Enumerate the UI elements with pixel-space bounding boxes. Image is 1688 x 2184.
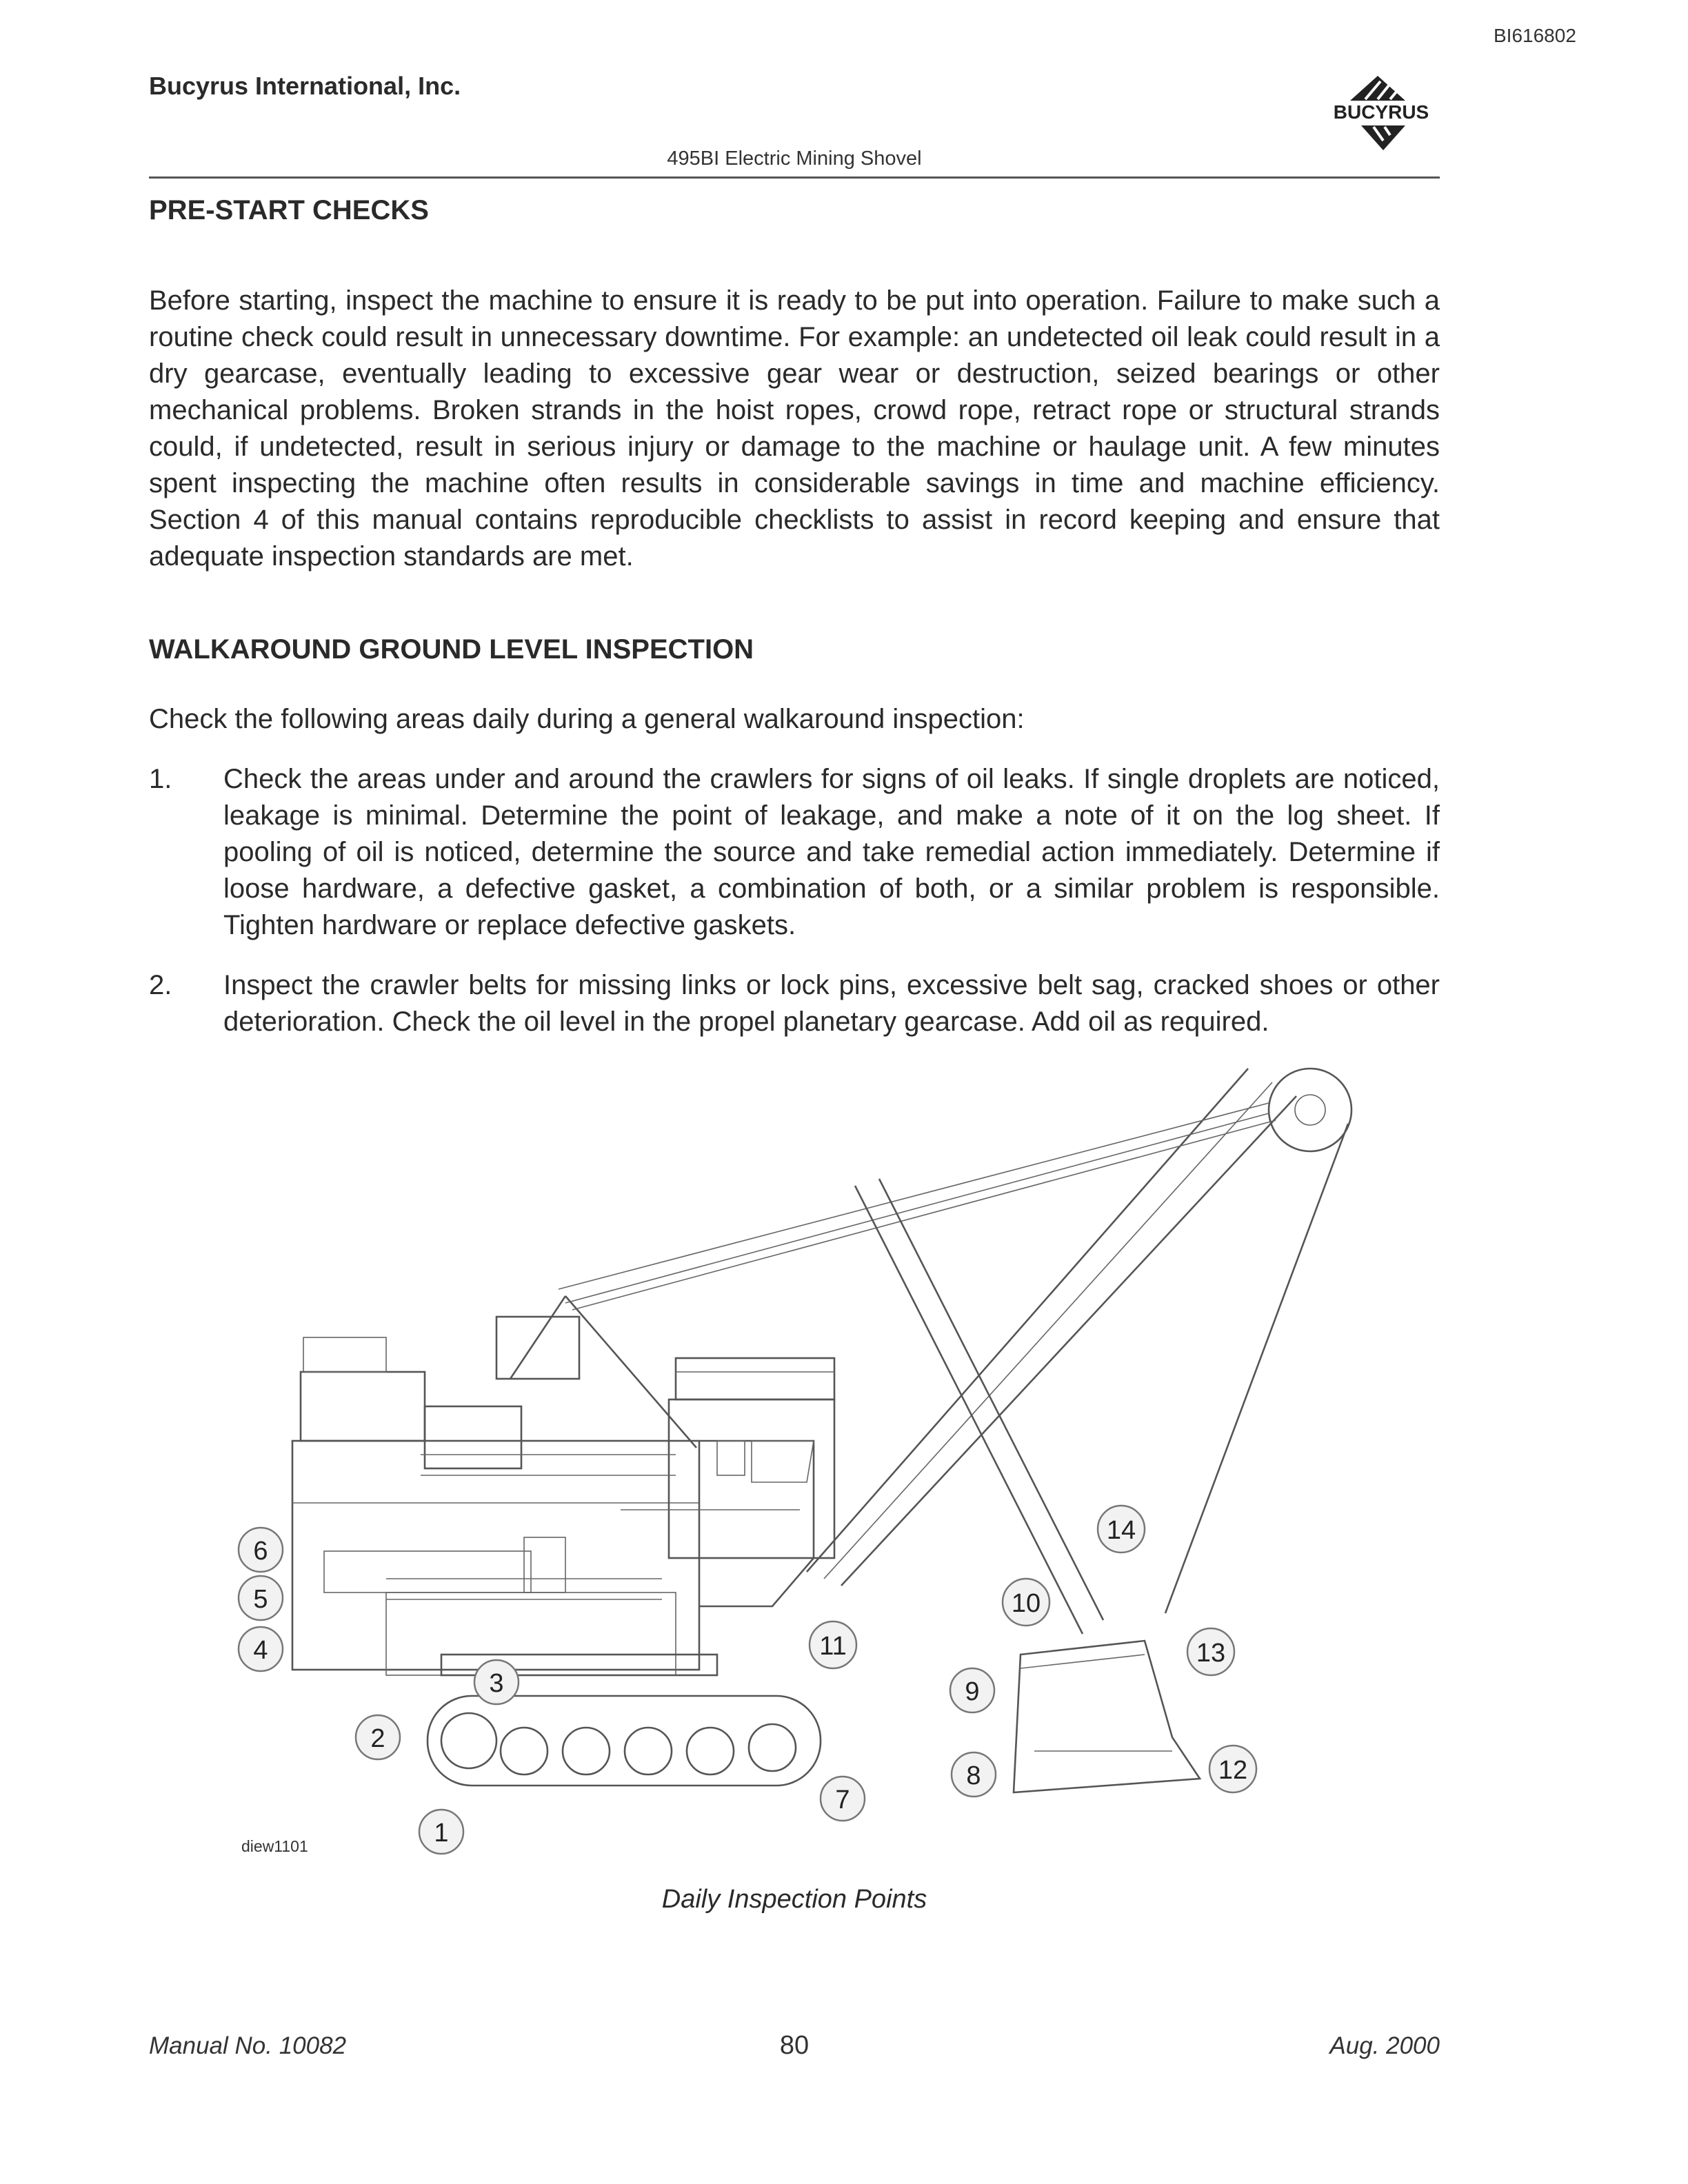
mining-shovel-diagram [207, 1055, 1393, 1868]
svg-text:11: 11 [819, 1632, 847, 1661]
callout-11 [810, 1621, 856, 1668]
callout-10 [1003, 1579, 1049, 1626]
callout-1 [419, 1810, 463, 1854]
svg-text:13: 13 [1196, 1639, 1226, 1668]
svg-text:6: 6 [253, 1537, 268, 1566]
hoist-rope [1165, 1124, 1348, 1613]
machinery-house [292, 1337, 814, 1675]
svg-text:BUCYRUS: BUCYRUS [1333, 101, 1429, 123]
publication-date: Aug. 2000 [1329, 2032, 1440, 2059]
callout-9 [950, 1668, 994, 1712]
svg-text:14: 14 [1106, 1516, 1136, 1545]
company-name: Bucyrus International, Inc. [149, 72, 461, 100]
manual-number: Manual No. 10082 [149, 2032, 347, 2059]
list-item-number: 2. [149, 970, 172, 1000]
svg-text:7: 7 [835, 1786, 850, 1814]
svg-text:2: 2 [370, 1724, 385, 1753]
gantry [496, 1296, 696, 1448]
walkaround-intro: Check the following areas daily during a general walkaround inspection: [149, 704, 1025, 734]
railings [386, 1455, 800, 1599]
callout-4 [239, 1627, 283, 1671]
callout-8 [952, 1752, 996, 1797]
svg-text:8: 8 [966, 1761, 981, 1790]
svg-text:9: 9 [965, 1677, 980, 1706]
document-id: BI616802 [1494, 25, 1576, 46]
svg-text:3: 3 [489, 1669, 504, 1698]
callout-12 [1209, 1746, 1256, 1792]
svg-text:12: 12 [1218, 1756, 1248, 1785]
operator-cab [669, 1358, 834, 1558]
callout-14 [1098, 1506, 1145, 1553]
figure-caption: Daily Inspection Points [661, 1885, 927, 1914]
page-number: 80 [779, 2031, 810, 2060]
list-item-number: 1. [149, 764, 172, 794]
callout-7 [821, 1777, 865, 1821]
dipper [1014, 1641, 1200, 1792]
list-item-text: Check the areas under and around the crawlers for signs of oil leaks. If single droplets are noticed, leakage is minimal. Determine the point of leakage, and make a note of it on the log sheet. If pooling of oil is noticed, determine the source and take remedial action immediately. Determine if loose hardware, a defective gasket, a combination of both, or a similar problem is responsible. Tighten hardware or replace defective gaskets. [223, 764, 1440, 940]
callout-13 [1187, 1628, 1234, 1675]
prestart-heading: PRE-START CHECKS [149, 195, 429, 225]
list-item-text: Inspect the crawler belts for missing links or lock pins, excessive belt sag, cracked shoes or other deterioration. Check the oil level in the propel planetary gearcase. Add oil as required. [223, 970, 1440, 1037]
callout-3 [474, 1660, 519, 1704]
svg-text:4: 4 [253, 1636, 268, 1665]
callout-2 [356, 1715, 400, 1759]
svg-text:1: 1 [434, 1819, 449, 1848]
svg-text:10: 10 [1011, 1589, 1041, 1618]
svg-text:5: 5 [253, 1585, 268, 1614]
callout-6 [239, 1528, 283, 1572]
document-subtitle: 495BI Electric Mining Shovel [667, 148, 922, 170]
suspension-ropes [559, 1103, 1276, 1310]
boom [807, 1069, 1352, 1586]
callout-5 [239, 1576, 283, 1620]
walkaround-heading: WALKAROUND GROUND LEVEL INSPECTION [149, 634, 754, 665]
header-rule [149, 176, 1440, 179]
diagram-id: diew1101 [241, 1837, 308, 1855]
prestart-paragraph: Before starting, inspect the machine to ensure it is ready to be put into operation. Failure to make such a routine check could result in unnecessary downtime. For example: an undetected oil leak could result in a dry gearcase, eventually leading to excessive gear wear or destruction, seized bearings or other mechanical problems. Broken strands in the hoist ropes, crowd rope, retract rope or structural strands could, if undetected, result in serious injury or damage to the machine or haulage unit. A few minutes spent inspecting the machine often results in considerable savings in time and machine efficiency. Section 4 of this manual contains reproducible checklists to assist in record keeping and ensure that adequate inspection standards are met. [149, 285, 1440, 572]
bucyrus-logo [1317, 69, 1445, 152]
